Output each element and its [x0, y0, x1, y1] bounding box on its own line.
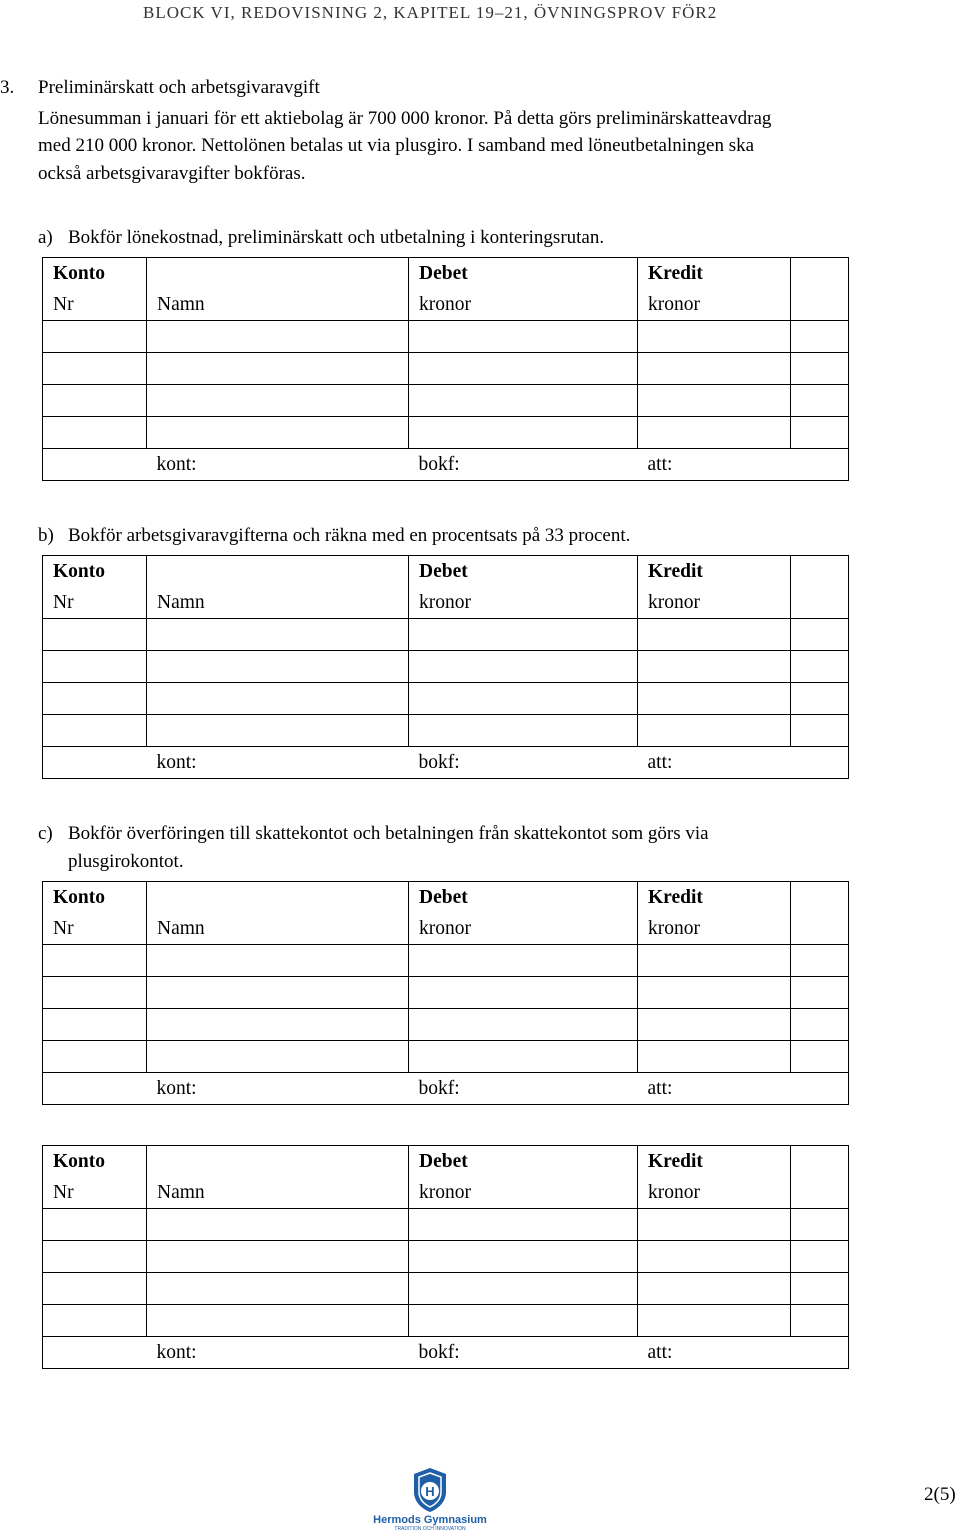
debet-cell[interactable]: [409, 715, 638, 747]
kredit-cell[interactable]: [638, 1305, 791, 1337]
kredit-unit: kronor: [638, 289, 791, 321]
kredit-cell[interactable]: [638, 683, 791, 715]
namn-cell[interactable]: [147, 977, 409, 1009]
extra-cell[interactable]: [791, 1305, 849, 1337]
debet-cell[interactable]: [409, 1209, 638, 1241]
kredit-header: Kredit: [638, 1146, 791, 1178]
entry-row[interactable]: [43, 683, 849, 715]
entry-row[interactable]: [43, 977, 849, 1009]
extra-cell[interactable]: [791, 385, 849, 417]
namn-header-blank: [147, 258, 409, 290]
part-b-text: Bokför arbetsgivaravgifterna och räkna med en procentsats på 33 procent.: [68, 525, 631, 546]
entry-row[interactable]: [43, 715, 849, 747]
intro-line-2: med 210 000 kronor. Nettolönen betalas ut via plusgiro. I samband med löneutbetalningen ska: [38, 135, 755, 156]
namn-cell[interactable]: [147, 417, 409, 449]
extra-cell[interactable]: [791, 417, 849, 449]
footer-row: [43, 1337, 849, 1369]
debet-cell[interactable]: [409, 1009, 638, 1041]
nr-cell[interactable]: [43, 353, 147, 385]
part-c-text-line-1: Bokför överföringen till skattekontot och betalningen från skattekontot som görs via: [68, 823, 709, 844]
namn-cell[interactable]: [147, 1209, 409, 1241]
extra-cell[interactable]: [791, 321, 849, 353]
debet-header: Debet: [409, 556, 638, 588]
debet-cell[interactable]: [409, 417, 638, 449]
extra-cell[interactable]: [791, 651, 849, 683]
extra-col-sub: [791, 587, 849, 619]
footer-blank: [43, 747, 147, 779]
nr-cell[interactable]: [43, 385, 147, 417]
question-number: 3.: [0, 77, 15, 98]
nr-cell[interactable]: [43, 619, 147, 651]
nr-cell[interactable]: [43, 1041, 147, 1073]
namn-cell[interactable]: [147, 715, 409, 747]
extra-cell[interactable]: [791, 1209, 849, 1241]
kredit-cell[interactable]: [638, 1009, 791, 1041]
footer-row: [43, 1073, 849, 1105]
extra-col-sub: [791, 1177, 849, 1209]
extra-cell[interactable]: [791, 977, 849, 1009]
svg-text:H: H: [425, 1484, 435, 1499]
kredit-cell[interactable]: [638, 651, 791, 683]
entry-row[interactable]: [43, 385, 849, 417]
debet-cell[interactable]: [409, 385, 638, 417]
debet-cell[interactable]: [409, 945, 638, 977]
namn-cell[interactable]: [147, 1041, 409, 1073]
extra-col-header: [791, 882, 849, 914]
debet-cell[interactable]: [409, 1305, 638, 1337]
debet-cell[interactable]: [409, 321, 638, 353]
nr-header: Nr: [43, 1177, 147, 1209]
kredit-cell[interactable]: [638, 353, 791, 385]
nr-cell[interactable]: [43, 1273, 147, 1305]
extra-cell[interactable]: [791, 1241, 849, 1273]
kont-label: kont:: [147, 1073, 409, 1105]
entry-row[interactable]: [43, 651, 849, 683]
namn-cell[interactable]: [147, 321, 409, 353]
nr-cell[interactable]: [43, 1009, 147, 1041]
entry-row[interactable]: [43, 1009, 849, 1041]
part-b-label: b): [38, 525, 54, 546]
namn-cell[interactable]: [147, 1305, 409, 1337]
debet-cell[interactable]: [409, 683, 638, 715]
kredit-header: Kredit: [638, 556, 791, 588]
entry-row[interactable]: [43, 321, 849, 353]
kredit-cell[interactable]: [638, 1041, 791, 1073]
debet-cell[interactable]: [409, 1273, 638, 1305]
nr-header: Nr: [43, 289, 147, 321]
hermods-logo: [370, 1466, 490, 1532]
debet-unit: kronor: [409, 289, 638, 321]
footer-blank-end: [791, 449, 849, 481]
namn-header: Namn: [147, 289, 409, 321]
kredit-unit: kronor: [638, 587, 791, 619]
namn-header: Namn: [147, 587, 409, 619]
part-c-label: c): [38, 823, 53, 844]
namn-cell[interactable]: [147, 1241, 409, 1273]
kredit-header: Kredit: [638, 882, 791, 914]
kredit-unit: kronor: [638, 1177, 791, 1209]
ledger-table-c2: [42, 1145, 849, 1369]
kredit-cell[interactable]: [638, 945, 791, 977]
bokf-label: bokf:: [409, 1073, 638, 1105]
konto-header: Konto: [43, 556, 147, 588]
kredit-cell[interactable]: [638, 715, 791, 747]
kredit-cell[interactable]: [638, 321, 791, 353]
debet-unit: kronor: [409, 1177, 638, 1209]
kredit-cell[interactable]: [638, 1241, 791, 1273]
bokf-label: bokf:: [409, 449, 638, 481]
extra-col-header: [791, 258, 849, 290]
page-number: 2(5): [924, 1484, 956, 1505]
logo-tagline: TRADITION OCH INNOVATION: [394, 1526, 466, 1532]
kredit-cell[interactable]: [638, 1209, 791, 1241]
intro-line-3: också arbetsgivaravgifter bokföras.: [38, 163, 306, 184]
debet-cell[interactable]: [409, 651, 638, 683]
nr-cell[interactable]: [43, 977, 147, 1009]
ledger-table-a: [42, 257, 849, 481]
intro-line-1: Lönesumman i januari för ett aktiebolag är 700 000 kronor. På detta görs preliminärskatteavdrag: [38, 108, 772, 129]
extra-cell[interactable]: [791, 1041, 849, 1073]
namn-header-blank: [147, 882, 409, 914]
att-label: att:: [638, 747, 791, 779]
kredit-cell[interactable]: [638, 1273, 791, 1305]
namn-cell[interactable]: [147, 385, 409, 417]
debet-unit: kronor: [409, 913, 638, 945]
part-a-label: a): [38, 227, 53, 248]
running-header: [0, 0, 960, 30]
nr-cell[interactable]: [43, 683, 147, 715]
entry-row[interactable]: [43, 619, 849, 651]
namn-cell[interactable]: [147, 945, 409, 977]
ledger-table-c1: [42, 881, 849, 1105]
kont-label: kont:: [147, 747, 409, 779]
nr-cell[interactable]: [43, 1209, 147, 1241]
entry-row[interactable]: [43, 1273, 849, 1305]
kredit-cell[interactable]: [638, 977, 791, 1009]
debet-cell[interactable]: [409, 1241, 638, 1273]
entry-row[interactable]: [43, 1241, 849, 1273]
kredit-unit: kronor: [638, 913, 791, 945]
nr-cell[interactable]: [43, 1241, 147, 1273]
kredit-cell[interactable]: [638, 385, 791, 417]
nr-cell[interactable]: [43, 417, 147, 449]
part-a-text: Bokför lönekostnad, preliminärskatt och utbetalning i konteringsrutan.: [68, 227, 605, 248]
kont-label: kont:: [147, 449, 409, 481]
question-title: Preliminärskatt och arbetsgivaravgift: [38, 77, 320, 98]
entry-row[interactable]: [43, 417, 849, 449]
kredit-cell[interactable]: [638, 417, 791, 449]
bokf-label: bokf:: [409, 747, 638, 779]
namn-cell[interactable]: [147, 1009, 409, 1041]
extra-cell[interactable]: [791, 1273, 849, 1305]
debet-cell[interactable]: [409, 977, 638, 1009]
nr-header: Nr: [43, 587, 147, 619]
footer-blank-end: [791, 747, 849, 779]
nr-cell[interactable]: [43, 945, 147, 977]
namn-cell[interactable]: [147, 651, 409, 683]
namn-cell[interactable]: [147, 619, 409, 651]
extra-cell[interactable]: [791, 945, 849, 977]
entry-row[interactable]: [43, 1305, 849, 1337]
logo-name: Hermods Gymnasium: [373, 1514, 487, 1526]
extra-cell[interactable]: [791, 715, 849, 747]
namn-cell[interactable]: [147, 353, 409, 385]
footer-blank: [43, 1337, 147, 1369]
extra-cell[interactable]: [791, 1009, 849, 1041]
debet-header: Debet: [409, 882, 638, 914]
konto-header: Konto: [43, 258, 147, 290]
part-c-text-line-2: plusgirokontot.: [68, 851, 184, 872]
nr-header: Nr: [43, 913, 147, 945]
kredit-header: Kredit: [638, 258, 791, 290]
namn-header: Namn: [147, 913, 409, 945]
debet-header: Debet: [409, 1146, 638, 1178]
att-label: att:: [638, 1073, 791, 1105]
att-label: att:: [638, 449, 791, 481]
debet-cell[interactable]: [409, 353, 638, 385]
entry-row[interactable]: [43, 1209, 849, 1241]
nr-cell[interactable]: [43, 1305, 147, 1337]
debet-cell[interactable]: [409, 619, 638, 651]
extra-col-header: [791, 1146, 849, 1178]
namn-cell[interactable]: [147, 683, 409, 715]
nr-cell[interactable]: [43, 651, 147, 683]
extra-col-header: [791, 556, 849, 588]
debet-cell[interactable]: [409, 1041, 638, 1073]
footer-blank-end: [791, 1337, 849, 1369]
nr-cell[interactable]: [43, 715, 147, 747]
att-label: att:: [638, 1337, 791, 1369]
namn-header-blank: [147, 1146, 409, 1178]
extra-col-sub: [791, 913, 849, 945]
kredit-cell[interactable]: [638, 619, 791, 651]
entry-row[interactable]: [43, 353, 849, 385]
extra-col-sub: [791, 289, 849, 321]
kont-label: kont:: [147, 1337, 409, 1369]
footer-row: [43, 747, 849, 779]
namn-header-blank: [147, 556, 409, 588]
namn-header: Namn: [147, 1177, 409, 1209]
konto-header: Konto: [43, 1146, 147, 1178]
extra-cell[interactable]: [791, 683, 849, 715]
extra-cell[interactable]: [791, 619, 849, 651]
debet-header: Debet: [409, 258, 638, 290]
debet-unit: kronor: [409, 587, 638, 619]
nr-cell[interactable]: [43, 321, 147, 353]
footer-blank: [43, 1073, 147, 1105]
footer-row: [43, 449, 849, 481]
footer-blank-end: [791, 1073, 849, 1105]
running-title: BLOCK VI, REDOVISNING 2, KAPITEL 19–21, ÖVNINGSPROV FÖR2: [143, 3, 718, 22]
entry-row[interactable]: [43, 945, 849, 977]
bokf-label: bokf:: [409, 1337, 638, 1369]
entry-row[interactable]: [43, 1041, 849, 1073]
ledger-table-b: [42, 555, 849, 779]
extra-cell[interactable]: [791, 353, 849, 385]
namn-cell[interactable]: [147, 1273, 409, 1305]
footer-blank: [43, 449, 147, 481]
konto-header: Konto: [43, 882, 147, 914]
